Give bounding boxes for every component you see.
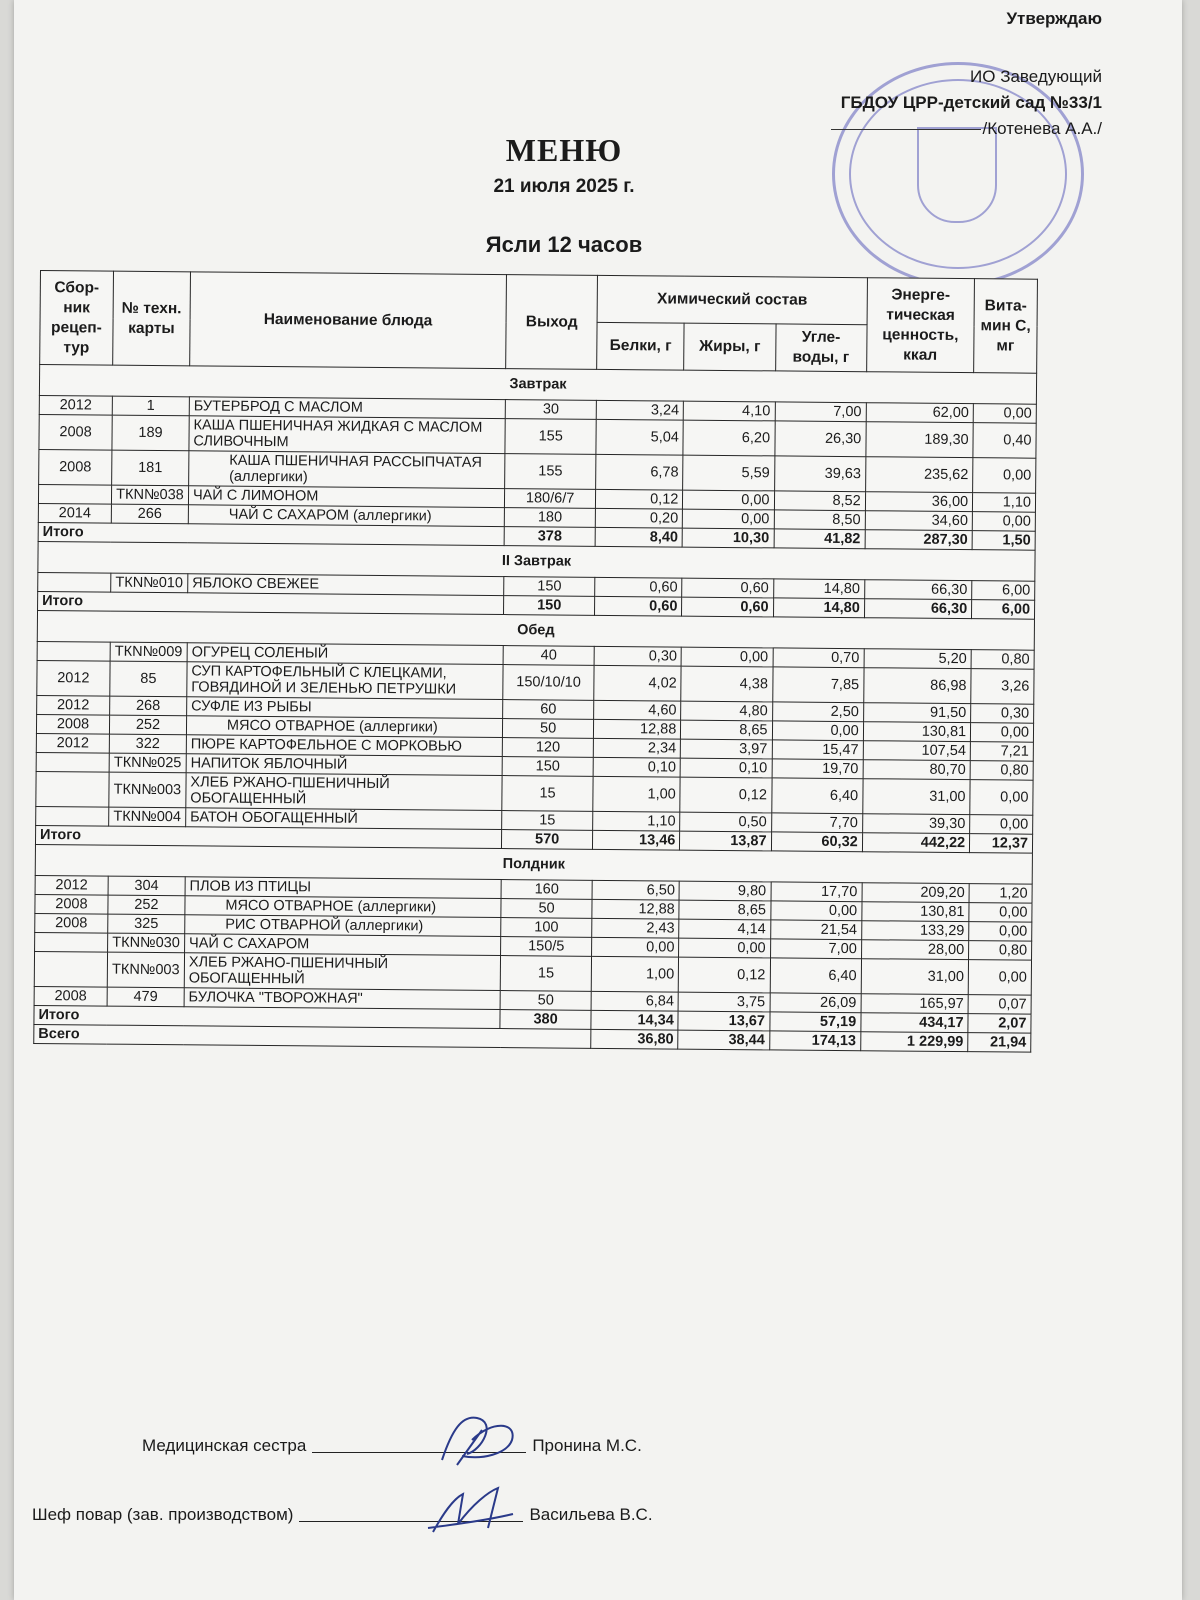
cell-fat: 0,10 [680, 758, 771, 778]
header-protein: Белки, г [597, 322, 685, 370]
header-card: № техн. карты [113, 271, 191, 366]
cell-vitc: 6,00 [972, 581, 1035, 601]
cell-fat: 0,00 [683, 490, 774, 510]
cell-dish: БУЛОЧКА "ТВОРОЖНАЯ" [184, 988, 500, 1010]
cell-fat: 0,00 [683, 509, 774, 529]
total-energy: 442,22 [862, 833, 970, 853]
document-title: МЕНЮ [505, 132, 623, 168]
cell-collection [36, 806, 109, 826]
cell-fat: 0,12 [680, 777, 771, 813]
total-vitc: 1,50 [972, 531, 1035, 551]
grand-total-energy: 1 229,99 [860, 1032, 968, 1052]
cell-collection: 2012 [37, 695, 110, 715]
cell-collection [37, 641, 110, 661]
grand-total-protein: 36,80 [591, 1029, 678, 1049]
cell-carbs: 6,40 [770, 958, 862, 994]
cell-output: 180 [504, 508, 595, 528]
cell-collection: 2008 [34, 986, 107, 1006]
cell-fat: 4,10 [684, 401, 775, 421]
cell-vitc: 0,00 [968, 960, 1031, 996]
cell-output: 30 [505, 400, 596, 420]
cell-output: 100 [501, 918, 592, 938]
chef-name: Васильева В.С. [529, 1505, 653, 1524]
chef-role: Шеф повар (зав. производством) [32, 1505, 294, 1524]
cell-carbs: 2,50 [772, 702, 863, 722]
grand-total-label: Всего [34, 1024, 591, 1048]
cell-dish: КАША ПШЕНИЧНАЯ РАССЫПЧАТАЯ (аллергики) [189, 451, 505, 489]
cell-energy: 189,30 [866, 422, 974, 458]
cell-carbs: 6,40 [771, 778, 863, 814]
cell-fat: 4,80 [681, 701, 772, 721]
cell-dish: КАША ПШЕНИЧНАЯ ЖИДКАЯ С МАСЛОМ СЛИВОЧНЫМ [189, 416, 505, 454]
cell-card: 325 [108, 914, 185, 934]
approval-block [831, 6, 1102, 142]
total-energy: 287,30 [865, 530, 973, 550]
total-output: 570 [502, 830, 593, 850]
cell-output: 60 [503, 700, 594, 720]
cell-vitc: 0,00 [970, 780, 1033, 816]
cell-carbs: 19,70 [772, 759, 863, 779]
cell-vitc: 1,10 [973, 493, 1036, 513]
total-fat: 13,67 [678, 1011, 769, 1031]
total-protein: 13,46 [593, 830, 680, 850]
cell-protein: 1,10 [593, 811, 680, 831]
total-energy: 434,17 [861, 1013, 969, 1033]
total-output: 380 [500, 1010, 591, 1030]
cell-vitc: 3,26 [971, 669, 1034, 705]
cell-collection [38, 572, 111, 592]
cell-fat: 4,38 [681, 666, 772, 702]
cell-card: ТКN№030 [107, 933, 184, 953]
cell-protein: 0,10 [593, 757, 680, 777]
cell-carbs: 0,00 [770, 901, 861, 921]
cell-protein: 2,43 [592, 918, 679, 938]
cell-collection: 2014 [38, 503, 111, 523]
cell-output: 180/6/7 [504, 489, 595, 509]
total-fat: 10,30 [682, 528, 773, 548]
cell-card: ТКN№010 [111, 573, 188, 593]
cell-output: 50 [500, 991, 591, 1011]
chef-handwritten-signature [418, 1484, 518, 1540]
cell-energy: 130,81 [863, 722, 971, 742]
cell-dish: ПЮРЕ КАРТОФЕЛЬНОЕ С МОРКОВЬЮ [186, 735, 502, 757]
cell-collection: 2008 [39, 449, 112, 485]
cell-vitc: 0,00 [971, 723, 1034, 743]
cell-card: 268 [110, 696, 187, 716]
cell-output: 50 [501, 899, 592, 919]
total-protein: 8,40 [595, 527, 682, 547]
nurse-name: Пронина М.С. [532, 1436, 642, 1455]
signature-line [831, 129, 981, 130]
cell-dish: НАПИТОК ЯБЛОЧНЫЙ [186, 754, 502, 776]
section-title: II Завтрак [38, 541, 1035, 581]
cell-dish: ЧАЙ С САХАРОМ [184, 934, 500, 956]
header-collection: Сбор-ник рецеп-тур [40, 271, 114, 366]
cell-card: 479 [107, 987, 184, 1007]
cell-card: 252 [109, 715, 186, 735]
total-energy: 66,30 [864, 599, 972, 619]
nurse-role: Медицинская сестра [142, 1436, 307, 1455]
section-title: Полдник [35, 844, 1032, 884]
nurse-signature-row [142, 1436, 642, 1456]
cell-protein: 6,78 [596, 454, 683, 490]
cell-vitc: 0,00 [972, 512, 1035, 532]
menu-sheet [14, 0, 1182, 1600]
cell-energy: 5,20 [864, 649, 972, 669]
cell-carbs: 8,52 [774, 491, 865, 511]
cell-dish: МЯСО ОТВАРНОЕ (аллергики) [186, 716, 502, 738]
cell-fat: 6,20 [683, 420, 774, 456]
cell-energy: 62,00 [866, 403, 974, 423]
cell-card: 252 [108, 895, 185, 915]
menu-table [33, 270, 1038, 1053]
cell-energy: 31,00 [863, 779, 971, 815]
cell-collection [36, 752, 109, 772]
cell-dish: ПЛОВ ИЗ ПТИЦЫ [185, 877, 501, 899]
cell-collection: 2008 [36, 714, 109, 734]
total-fat: 0,60 [682, 597, 773, 617]
cell-vitc: 0,80 [969, 941, 1032, 961]
grand-total-fat: 38,44 [678, 1030, 769, 1050]
total-output: 378 [504, 527, 595, 547]
cell-fat: 3,97 [681, 739, 772, 759]
cell-energy: 86,98 [863, 668, 971, 704]
age-group: Ясли 12 часов [485, 232, 643, 257]
cell-card: 266 [111, 504, 188, 524]
cell-dish: СУФЛЕ ИЗ РЫБЫ [187, 697, 503, 719]
cell-protein: 1,00 [593, 776, 680, 812]
header-vitc: Вита-мин С, мг [974, 279, 1038, 374]
cell-energy: 91,50 [863, 703, 971, 723]
cell-vitc: 0,00 [973, 404, 1036, 424]
cell-card: 85 [110, 661, 187, 697]
approver-name: /Котенева А.А./ [982, 119, 1102, 138]
cell-protein: 0,12 [596, 489, 683, 509]
total-vitc: 12,37 [970, 834, 1033, 854]
cell-dish: ОГУРЕЦ СОЛЕНЫЙ [187, 643, 503, 665]
grand-total-vitc: 21,94 [968, 1033, 1031, 1053]
cell-card: 322 [109, 734, 186, 754]
total-carbs: 57,19 [769, 1012, 860, 1032]
cell-vitc: 0,00 [970, 815, 1033, 835]
cell-collection [36, 771, 109, 807]
cell-protein: 12,88 [594, 719, 681, 739]
cell-protein: 0,60 [595, 577, 682, 597]
cell-fat: 0,00 [681, 647, 772, 667]
cell-collection [35, 932, 108, 952]
cell-card: ТКN№038 [111, 485, 188, 505]
cell-protein: 0,00 [592, 937, 679, 957]
cell-vitc: 0,80 [971, 650, 1034, 670]
cell-vitc: 0,00 [969, 922, 1032, 942]
approval-heading: Утверждаю [1006, 9, 1102, 28]
cell-collection: 2008 [35, 894, 108, 914]
cell-carbs: 0,70 [773, 648, 864, 668]
cell-carbs: 39,63 [774, 456, 866, 492]
header-output: Выход [506, 275, 598, 370]
cell-output: 15 [500, 956, 591, 992]
total-label: Итого [35, 825, 501, 848]
cell-carbs: 14,80 [773, 579, 864, 599]
cell-output: 155 [505, 454, 596, 490]
cell-output: 150 [502, 757, 593, 777]
chef-signature-row [32, 1505, 653, 1525]
total-output: 150 [504, 596, 595, 616]
cell-output: 50 [502, 719, 593, 739]
cell-card: ТКN№004 [109, 807, 186, 827]
cell-dish: БУТЕРБРОД С МАСЛОМ [189, 397, 505, 419]
cell-fat: 0,00 [679, 938, 770, 958]
cell-card: 181 [112, 450, 189, 486]
cell-energy: 36,00 [865, 492, 973, 512]
cell-collection [34, 951, 107, 987]
cell-collection: 2008 [39, 414, 112, 450]
cell-fat: 0,12 [679, 957, 770, 993]
cell-output: 15 [502, 776, 593, 812]
cell-dish: ЧАЙ С ЛИМОНОМ [188, 486, 504, 508]
cell-carbs: 26,30 [774, 421, 866, 457]
header-energy: Энерге-тическая ценность, ккал [866, 278, 974, 373]
cell-collection [38, 484, 111, 504]
cell-dish: МЯСО ОТВАРНОЕ (аллергики) [185, 896, 501, 918]
total-carbs: 41,82 [774, 529, 865, 549]
cell-fat: 0,60 [682, 578, 773, 598]
cell-card: ТКN№009 [110, 642, 187, 662]
total-label: Итого [38, 591, 504, 614]
cell-carbs: 7,00 [770, 939, 861, 959]
cell-protein: 2,34 [593, 738, 680, 758]
cell-energy: 209,20 [862, 883, 970, 903]
cell-vitc: 0,07 [968, 995, 1031, 1015]
cell-vitc: 0,00 [973, 458, 1036, 494]
cell-output: 120 [502, 738, 593, 758]
total-carbs: 60,32 [771, 832, 862, 852]
approver-position: ИО Заведующий [970, 67, 1102, 86]
cell-output: 160 [501, 880, 592, 900]
total-vitc: 6,00 [972, 600, 1035, 620]
cell-energy: 107,54 [863, 741, 971, 761]
cell-energy: 130,81 [862, 902, 970, 922]
cell-energy: 235,62 [865, 457, 973, 493]
cell-fat: 0,50 [680, 812, 771, 832]
cell-carbs: 7,00 [775, 402, 866, 422]
cell-card: 1 [112, 396, 189, 416]
cell-fat: 5,59 [683, 455, 774, 491]
header-fat: Жиры, г [684, 323, 776, 371]
cell-vitc: 0,00 [969, 903, 1032, 923]
cell-vitc: 1,20 [969, 884, 1032, 904]
header-carbs: Угле-воды, г [775, 324, 867, 372]
grand-total-carbs: 174,13 [769, 1031, 860, 1051]
total-label: Итого [34, 1005, 500, 1028]
cell-vitc: 0,40 [973, 423, 1036, 459]
cell-protein: 0,20 [595, 508, 682, 528]
cell-card: ТКN№025 [109, 753, 186, 773]
cell-protein: 0,30 [594, 646, 681, 666]
cell-dish: ЯБЛОКО СВЕЖЕЕ [188, 574, 504, 596]
cell-output: 155 [505, 419, 596, 455]
total-protein: 0,60 [595, 596, 682, 616]
cell-carbs: 17,70 [771, 882, 862, 902]
cell-vitc: 0,80 [970, 761, 1033, 781]
nurse-handwritten-signature [422, 1410, 532, 1470]
cell-card: ТКN№003 [107, 952, 184, 988]
total-protein: 14,34 [591, 1010, 678, 1030]
cell-energy: 34,60 [865, 511, 973, 531]
cell-output: 150/5 [501, 937, 592, 957]
cell-energy: 39,30 [862, 814, 970, 834]
cell-carbs: 0,00 [772, 721, 863, 741]
cell-collection: 2012 [35, 875, 108, 895]
cell-protein: 4,60 [594, 700, 681, 720]
cell-collection: 2008 [35, 913, 108, 933]
cell-output: 40 [503, 646, 594, 666]
cell-energy: 165,97 [861, 994, 969, 1014]
total-label: Итого [38, 522, 504, 545]
cell-collection: 2012 [39, 395, 112, 415]
cell-collection: 2012 [37, 660, 110, 696]
cell-output: 15 [502, 811, 593, 831]
cell-protein: 12,88 [592, 899, 679, 919]
cell-energy: 66,30 [864, 580, 972, 600]
cell-carbs: 7,85 [772, 667, 864, 703]
total-carbs: 14,80 [773, 598, 864, 618]
cell-dish: ХЛЕБ РЖАНО-ПШЕНИЧНЫЙ ОБОГАЩЕННЫЙ [184, 953, 500, 991]
cell-card: ТКN№003 [109, 772, 186, 808]
cell-carbs: 26,09 [770, 993, 861, 1013]
cell-card: 304 [108, 876, 185, 896]
cell-energy: 80,70 [863, 760, 971, 780]
cell-dish: ЧАЙ С САХАРОМ (аллергики) [188, 505, 504, 527]
cell-fat: 8,65 [679, 900, 770, 920]
cell-protein: 6,50 [592, 880, 679, 900]
cell-dish: РИС ОТВАРНОЙ (аллергики) [185, 915, 501, 937]
cell-vitc: 0,30 [971, 704, 1034, 724]
approver-organization: ГБДОУ ЦРР-детский сад №33/1 [840, 93, 1102, 112]
section-title: Обед [37, 610, 1034, 650]
cell-carbs: 7,70 [771, 813, 862, 833]
cell-dish: БАТОН ОБОГАЩЕННЫЙ [186, 808, 502, 830]
cell-card: 189 [112, 415, 189, 451]
section-title: Завтрак [39, 365, 1036, 405]
cell-energy: 28,00 [861, 940, 969, 960]
cell-output: 150 [504, 577, 595, 597]
total-fat: 13,87 [680, 831, 771, 851]
cell-energy: 133,29 [861, 921, 969, 941]
cell-collection: 2012 [36, 733, 109, 753]
document-date: 21 июля 2025 г. [493, 176, 635, 197]
cell-fat: 9,80 [679, 881, 770, 901]
cell-carbs: 8,50 [774, 510, 865, 530]
cell-protein: 1,00 [591, 956, 678, 992]
cell-dish: СУП КАРТОФЕЛЬНЫЙ С КЛЕЦКАМИ, ГОВЯДИНОЙ И ЗЕЛЕНЬЮ ПЕТРУШКИ [187, 662, 503, 700]
header-dish: Наименование блюда [190, 272, 507, 369]
cell-protein: 5,04 [596, 419, 683, 455]
cell-energy: 31,00 [861, 959, 969, 995]
cell-fat: 3,75 [678, 992, 769, 1012]
total-vitc: 2,07 [968, 1014, 1031, 1034]
cell-protein: 6,84 [591, 991, 678, 1011]
cell-fat: 4,14 [679, 919, 770, 939]
cell-carbs: 15,47 [772, 740, 863, 760]
cell-protein: 4,02 [594, 665, 681, 701]
cell-protein: 3,24 [596, 400, 683, 420]
cell-vitc: 7,21 [970, 742, 1033, 762]
cell-dish: ХЛЕБ РЖАНО-ПШЕНИЧНЫЙ ОБОГАЩЕННЫЙ [186, 773, 502, 811]
cell-carbs: 21,54 [770, 920, 861, 940]
cell-fat: 8,65 [681, 720, 772, 740]
header-chem: Химический состав [597, 275, 867, 324]
cell-output: 150/10/10 [503, 665, 594, 701]
